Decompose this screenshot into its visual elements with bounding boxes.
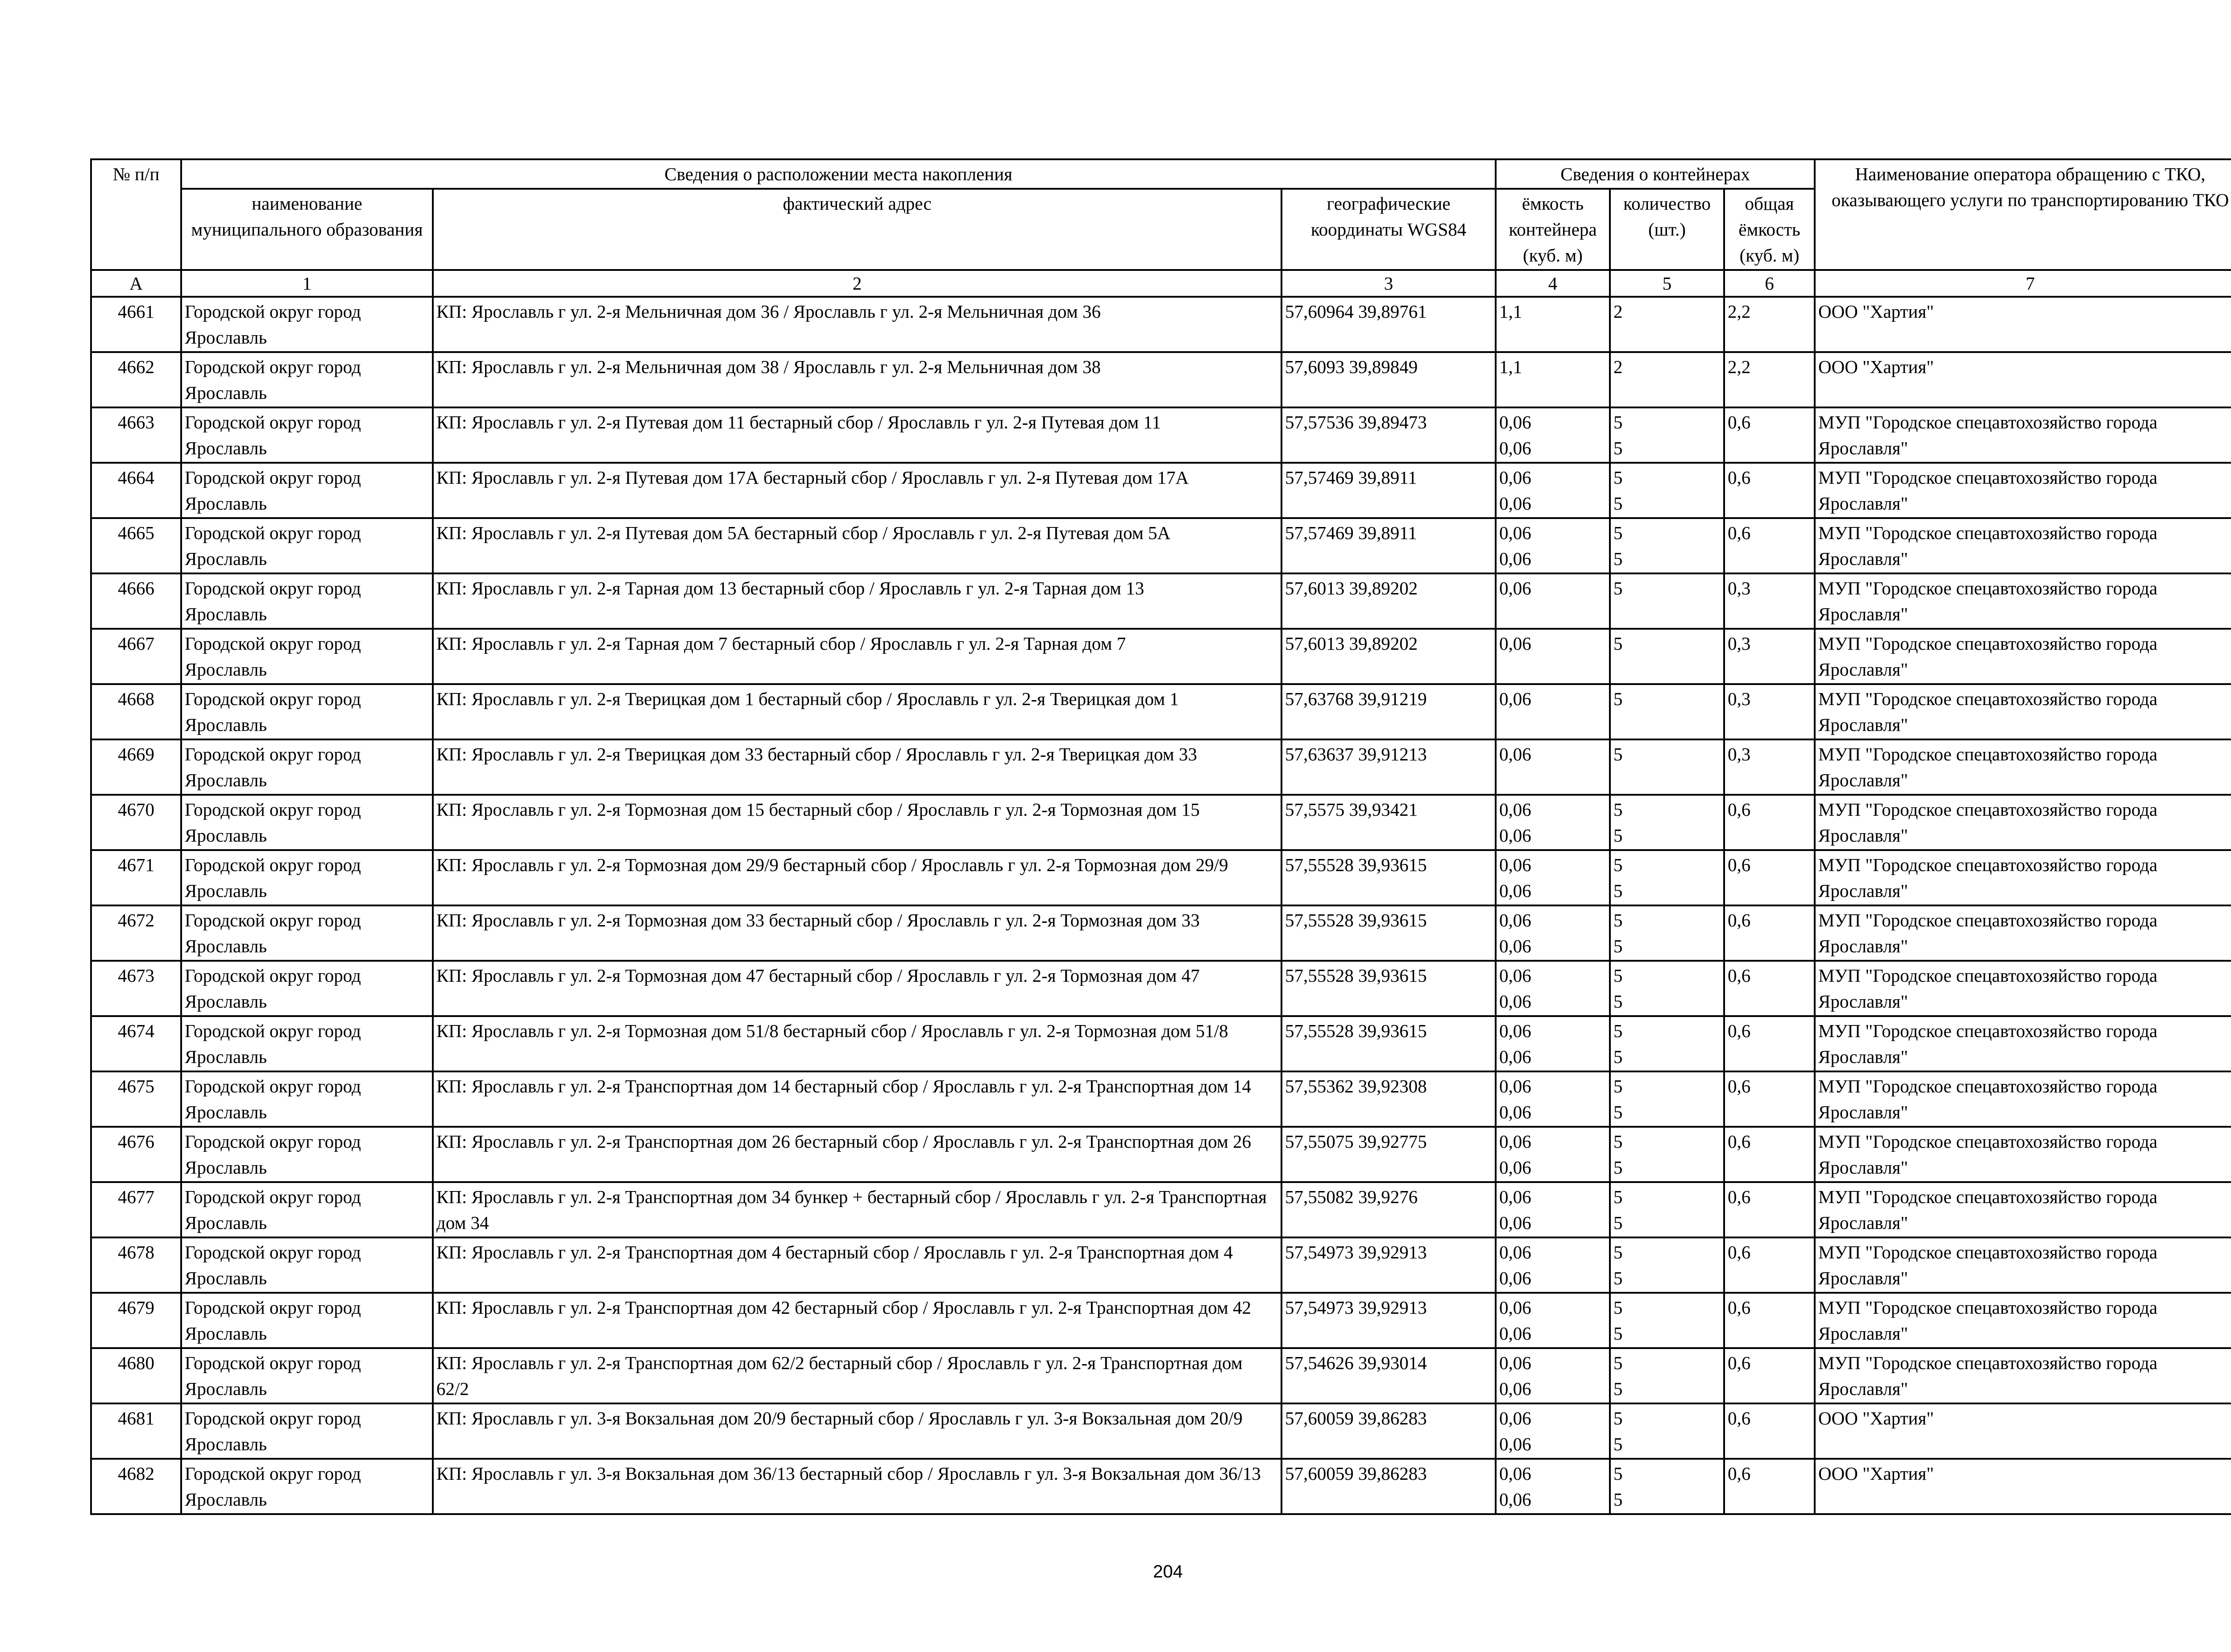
cell-quantity: 2 [1610,352,1724,407]
cell-municipality: Городской округ город Ярославль [181,297,433,352]
table-row [91,1237,2231,1293]
cell-operator: МУП "Городское спецавтохозяйство города Ярославля" [1815,684,2231,739]
cell-total: 2,2 [1724,352,1815,407]
cell-total: 0,3 [1724,739,1815,795]
cell-operator: МУП "Городское спецавтохозяйство города Ярославля" [1815,739,2231,795]
cell-total: 0,6 [1724,961,1815,1016]
cell-capacity: 0,06 0,06 [1496,961,1610,1016]
cell-coords: 57,54626 39,93014 [1281,1348,1496,1403]
cell-num: 4682 [91,1459,181,1514]
cell-capacity: 0,06 0,06 [1496,1403,1610,1459]
table-row [91,629,2231,684]
header-coords: географические координаты WGS84 [1281,189,1496,270]
cell-operator: МУП "Городское спецавтохозяйство города Ярославля" [1815,463,2231,518]
cell-quantity: 5 5 [1610,407,1724,463]
cell-capacity: 1,1 [1496,352,1610,407]
cell-address: КП: Ярославль г ул. 2-я Тарная дом 7 бестарный сбор / Ярославль г ул. 2-я Тарная дом 7 [433,629,1281,684]
cell-quantity: 5 5 [1610,905,1724,961]
cell-address: КП: Ярославль г ул. 2-я Тормозная дом 29/9 бестарный сбор / Ярославль г ул. 2-я Тормозная дом 29/9 [433,850,1281,905]
cell-quantity: 5 5 [1610,795,1724,850]
cell-total: 0,6 [1724,1071,1815,1127]
table-header [91,159,2231,297]
cell-address: КП: Ярославль г ул. 2-я Транспортная дом 4 бестарный сбор / Ярославль г ул. 2-я Транспортная дом 4 [433,1237,1281,1293]
cell-coords: 57,6013 39,89202 [1281,629,1496,684]
cell-operator: МУП "Городское спецавтохозяйство города Ярославля" [1815,573,2231,629]
cell-quantity: 5 5 [1610,1071,1724,1127]
cell-capacity: 0,06 0,06 [1496,1071,1610,1127]
cell-quantity: 5 [1610,573,1724,629]
cell-municipality: Городской округ город Ярославль [181,961,433,1016]
cell-municipality: Городской округ город Ярославль [181,1459,433,1514]
cell-coords: 57,55075 39,92775 [1281,1127,1496,1182]
column-index: 3 [1281,270,1496,297]
cell-num: 4667 [91,629,181,684]
cell-address: КП: Ярославль г ул. 2-я Тверицкая дом 33 бестарный сбор / Ярославль г ул. 2-я Тверицкая дом 33 [433,739,1281,795]
cell-total: 0,6 [1724,905,1815,961]
cell-coords: 57,60059 39,86283 [1281,1459,1496,1514]
cell-total: 0,6 [1724,1403,1815,1459]
cell-num: 4677 [91,1182,181,1237]
cell-capacity: 0,06 0,06 [1496,1293,1610,1348]
cell-coords: 57,57469 39,8911 [1281,463,1496,518]
header-operator: Наименование оператора обращению с ТКО, оказывающего услуги по транспортированию ТКО [1815,159,2231,270]
cell-capacity: 0,06 0,06 [1496,518,1610,573]
table-row [91,518,2231,573]
cell-quantity: 5 [1610,684,1724,739]
cell-capacity: 0,06 0,06 [1496,1016,1610,1071]
cell-municipality: Городской округ город Ярославль [181,1016,433,1071]
cell-municipality: Городской округ город Ярославль [181,739,433,795]
cell-num: 4665 [91,518,181,573]
cell-coords: 57,55528 39,93615 [1281,905,1496,961]
cell-capacity: 0,06 0,06 [1496,407,1610,463]
cell-num: 4668 [91,684,181,739]
cell-address: КП: Ярославль г ул. 2-я Мельничная дом 36 / Ярославль г ул. 2-я Мельничная дом 36 [433,297,1281,352]
cell-num: 4676 [91,1127,181,1182]
cell-total: 0,6 [1724,1127,1815,1182]
cell-quantity: 5 5 [1610,1127,1724,1182]
cell-capacity: 0,06 0,06 [1496,795,1610,850]
table-row [91,1016,2231,1071]
cell-capacity: 0,06 [1496,573,1610,629]
header-num: № п/п [91,159,181,270]
table-row [91,352,2231,407]
cell-capacity: 0,06 0,06 [1496,1237,1610,1293]
table-row [91,407,2231,463]
table-body [91,297,2231,1514]
cell-quantity: 5 5 [1610,850,1724,905]
cell-capacity: 0,06 0,06 [1496,850,1610,905]
header-containers-group: Сведения о контейнерах [1496,159,1815,189]
cell-quantity: 5 5 [1610,1459,1724,1514]
cell-municipality: Городской округ город Ярославль [181,795,433,850]
cell-coords: 57,55528 39,93615 [1281,850,1496,905]
cell-capacity: 0,06 0,06 [1496,905,1610,961]
cell-quantity: 5 5 [1610,1237,1724,1293]
table-row [91,850,2231,905]
cell-num: 4666 [91,573,181,629]
cell-capacity: 0,06 0,06 [1496,1127,1610,1182]
cell-total: 0,6 [1724,1182,1815,1237]
cell-num: 4674 [91,1016,181,1071]
table-row [91,297,2231,352]
cell-municipality: Городской округ город Ярославль [181,1127,433,1182]
cell-capacity: 0,06 [1496,739,1610,795]
cell-municipality: Городской округ город Ярославль [181,850,433,905]
cell-address: КП: Ярославль г ул. 2-я Мельничная дом 38 / Ярославль г ул. 2-я Мельничная дом 38 [433,352,1281,407]
cell-capacity: 0,06 [1496,684,1610,739]
cell-municipality: Городской округ город Ярославль [181,573,433,629]
cell-total: 0,6 [1724,1293,1815,1348]
cell-coords: 57,55528 39,93615 [1281,961,1496,1016]
cell-coords: 57,6013 39,89202 [1281,573,1496,629]
cell-municipality: Городской округ город Ярославль [181,518,433,573]
cell-num: 4680 [91,1348,181,1403]
cell-num: 4661 [91,297,181,352]
cell-address: КП: Ярославль г ул. 2-я Транспортная дом 34 бункер + бестарный сбор / Ярославль г ул. 2-я Транспортная дом 34 [433,1182,1281,1237]
cell-total: 2,2 [1724,297,1815,352]
cell-num: 4662 [91,352,181,407]
cell-operator: ООО "Хартия" [1815,1403,2231,1459]
cell-coords: 57,5575 39,93421 [1281,795,1496,850]
cell-operator: МУП "Городское спецавтохозяйство города Ярославля" [1815,850,2231,905]
cell-operator: МУП "Городское спецавтохозяйство города Ярославля" [1815,1237,2231,1293]
cell-total: 0,6 [1724,463,1815,518]
table-row [91,1127,2231,1182]
cell-operator: МУП "Городское спецавтохозяйство города Ярославля" [1815,1182,2231,1237]
cell-total: 0,3 [1724,573,1815,629]
cell-num: 4675 [91,1071,181,1127]
cell-quantity: 5 5 [1610,518,1724,573]
cell-num: 4669 [91,739,181,795]
header-quantity: количество (шт.) [1610,189,1724,270]
cell-coords: 57,55082 39,9276 [1281,1182,1496,1237]
table-row [91,905,2231,961]
cell-coords: 57,54973 39,92913 [1281,1293,1496,1348]
cell-num: 4664 [91,463,181,518]
cell-quantity: 5 5 [1610,1403,1724,1459]
cell-municipality: Городской округ город Ярославль [181,1071,433,1127]
cell-coords: 57,55362 39,92308 [1281,1071,1496,1127]
cell-operator: МУП "Городское спецавтохозяйство города Ярославля" [1815,1348,2231,1403]
cell-num: 4663 [91,407,181,463]
cell-address: КП: Ярославль г ул. 3-я Вокзальная дом 20/9 бестарный сбор / Ярославль г ул. 3-я Вокзальная дом 20/9 [433,1403,1281,1459]
cell-capacity: 0,06 [1496,629,1610,684]
cell-quantity: 5 5 [1610,1348,1724,1403]
cell-quantity: 5 5 [1610,1016,1724,1071]
header-address: фактический адрес [433,189,1281,270]
cell-quantity: 5 5 [1610,463,1724,518]
cell-total: 0,6 [1724,1459,1815,1514]
cell-coords: 57,60059 39,86283 [1281,1403,1496,1459]
cell-quantity: 5 [1610,739,1724,795]
header-total: общая ёмкость (куб. м) [1724,189,1815,270]
cell-quantity: 5 [1610,629,1724,684]
cell-municipality: Городской округ город Ярославль [181,629,433,684]
column-index: 5 [1610,270,1724,297]
cell-total: 0,6 [1724,407,1815,463]
cell-operator: ООО "Хартия" [1815,1459,2231,1514]
table-row [91,961,2231,1016]
cell-num: 4673 [91,961,181,1016]
cell-coords: 57,55528 39,93615 [1281,1016,1496,1071]
cell-operator: МУП "Городское спецавтохозяйство города Ярославля" [1815,629,2231,684]
cell-total: 0,6 [1724,795,1815,850]
cell-num: 4670 [91,795,181,850]
cell-municipality: Городской округ город Ярославль [181,352,433,407]
cell-quantity: 5 5 [1610,1293,1724,1348]
cell-operator: МУП "Городское спецавтохозяйство города Ярославля" [1815,961,2231,1016]
cell-municipality: Городской округ город Ярославль [181,1293,433,1348]
cell-total: 0,6 [1724,518,1815,573]
cell-total: 0,6 [1724,1348,1815,1403]
cell-capacity: 0,06 0,06 [1496,1459,1610,1514]
cell-coords: 57,63768 39,91219 [1281,684,1496,739]
table-row [91,739,2231,795]
cell-address: КП: Ярославль г ул. 2-я Тормозная дом 47 бестарный сбор / Ярославль г ул. 2-я Тормозная дом 47 [433,961,1281,1016]
cell-quantity: 5 5 [1610,1182,1724,1237]
cell-quantity: 5 5 [1610,961,1724,1016]
header-location-group: Сведения о расположении места накопления [181,159,1496,189]
cell-address: КП: Ярославль г ул. 2-я Тормозная дом 33 бестарный сбор / Ярославль г ул. 2-я Тормозная дом 33 [433,905,1281,961]
table-row [91,1459,2231,1514]
cell-total: 0,6 [1724,850,1815,905]
page-number: 204 [1153,1562,1183,1581]
column-index: 7 [1815,270,2231,297]
table-row [91,1348,2231,1403]
table-row [91,684,2231,739]
cell-coords: 57,6093 39,89849 [1281,352,1496,407]
cell-address: КП: Ярославль г ул. 2-я Путевая дом 5А бестарный сбор / Ярославль г ул. 2-я Путевая дом 5А [433,518,1281,573]
cell-address: КП: Ярославль г ул. 2-я Транспортная дом 14 бестарный сбор / Ярославль г ул. 2-я Транспортная дом 14 [433,1071,1281,1127]
cell-coords: 57,60964 39,89761 [1281,297,1496,352]
cell-coords: 57,63637 39,91213 [1281,739,1496,795]
cell-operator: МУП "Городское спецавтохозяйство города Ярославля" [1815,518,2231,573]
cell-address: КП: Ярославль г ул. 2-я Тарная дом 13 бестарный сбор / Ярославль г ул. 2-я Тарная дом 13 [433,573,1281,629]
table-row [91,1182,2231,1237]
cell-total: 0,3 [1724,684,1815,739]
column-index: 6 [1724,270,1815,297]
cell-municipality: Городской округ город Ярославль [181,407,433,463]
cell-municipality: Городской округ город Ярославль [181,1182,433,1237]
cell-total: 0,6 [1724,1016,1815,1071]
table-row [91,1293,2231,1348]
cell-municipality: Городской округ город Ярославль [181,684,433,739]
cell-capacity: 0,06 0,06 [1496,1182,1610,1237]
cell-coords: 57,54973 39,92913 [1281,1237,1496,1293]
cell-operator: МУП "Городское спецавтохозяйство города Ярославля" [1815,407,2231,463]
cell-address: КП: Ярославль г ул. 2-я Транспортная дом 62/2 бестарный сбор / Ярославль г ул. 2-я Транспортная дом 62/2 [433,1348,1281,1403]
table-row [91,463,2231,518]
cell-num: 4672 [91,905,181,961]
cell-coords: 57,57536 39,89473 [1281,407,1496,463]
cell-municipality: Городской округ город Ярославль [181,1237,433,1293]
cell-operator: МУП "Городское спецавтохозяйство города Ярославля" [1815,1293,2231,1348]
cell-operator: ООО "Хартия" [1815,297,2231,352]
cell-address: КП: Ярославль г ул. 2-я Тормозная дом 51/8 бестарный сбор / Ярославль г ул. 2-я Тормозная дом 51/8 [433,1016,1281,1071]
cell-address: КП: Ярославль г ул. 3-я Вокзальная дом 36/13 бестарный сбор / Ярославль г ул. 3-я Вокзальная дом 36/13 [433,1459,1281,1514]
cell-coords: 57,57469 39,8911 [1281,518,1496,573]
table-row [91,1403,2231,1459]
cell-operator: МУП "Городское спецавтохозяйство города Ярославля" [1815,905,2231,961]
cell-operator: МУП "Городское спецавтохозяйство города Ярославля" [1815,1016,2231,1071]
cell-address: КП: Ярославль г ул. 2-я Путевая дом 17А бестарный сбор / Ярославль г ул. 2-я Путевая дом 17А [433,463,1281,518]
cell-operator: МУП "Городское спецавтохозяйство города Ярославля" [1815,1071,2231,1127]
registry-table [90,158,2231,1515]
cell-operator: МУП "Городское спецавтохозяйство города Ярославля" [1815,795,2231,850]
cell-municipality: Городской округ город Ярославль [181,1403,433,1459]
header-capacity: ёмкость контейнера (куб. м) [1496,189,1610,270]
header-municipality: наименование муниципального образования [181,189,433,270]
table-row [91,573,2231,629]
cell-municipality: Городской округ город Ярославль [181,905,433,961]
cell-total: 0,6 [1724,1237,1815,1293]
cell-operator: ООО "Хартия" [1815,352,2231,407]
column-index-row [91,270,2231,297]
cell-address: КП: Ярославль г ул. 2-я Путевая дом 11 бестарный сбор / Ярославль г ул. 2-я Путевая дом 11 [433,407,1281,463]
column-index: 1 [181,270,433,297]
column-index: 2 [433,270,1281,297]
cell-municipality: Городской округ город Ярославль [181,1348,433,1403]
column-index: A [91,270,181,297]
cell-address: КП: Ярославль г ул. 2-я Транспортная дом 42 бестарный сбор / Ярославль г ул. 2-я Транспортная дом 42 [433,1293,1281,1348]
cell-capacity: 0,06 0,06 [1496,463,1610,518]
column-index: 4 [1496,270,1610,297]
cell-num: 4678 [91,1237,181,1293]
cell-address: КП: Ярославль г ул. 2-я Тормозная дом 15 бестарный сбор / Ярославль г ул. 2-я Тормозная дом 15 [433,795,1281,850]
cell-capacity: 0,06 0,06 [1496,1348,1610,1403]
cell-num: 4671 [91,850,181,905]
cell-num: 4679 [91,1293,181,1348]
cell-total: 0,3 [1724,629,1815,684]
cell-operator: МУП "Городское спецавтохозяйство города Ярославля" [1815,1127,2231,1182]
cell-municipality: Городской округ город Ярославль [181,463,433,518]
cell-capacity: 1,1 [1496,297,1610,352]
cell-quantity: 2 [1610,297,1724,352]
table-row [91,795,2231,850]
cell-address: КП: Ярославль г ул. 2-я Тверицкая дом 1 бестарный сбор / Ярославль г ул. 2-я Тверицкая дом 1 [433,684,1281,739]
cell-num: 4681 [91,1403,181,1459]
table-row [91,1071,2231,1127]
cell-address: КП: Ярославль г ул. 2-я Транспортная дом 26 бестарный сбор / Ярославль г ул. 2-я Транспортная дом 26 [433,1127,1281,1182]
